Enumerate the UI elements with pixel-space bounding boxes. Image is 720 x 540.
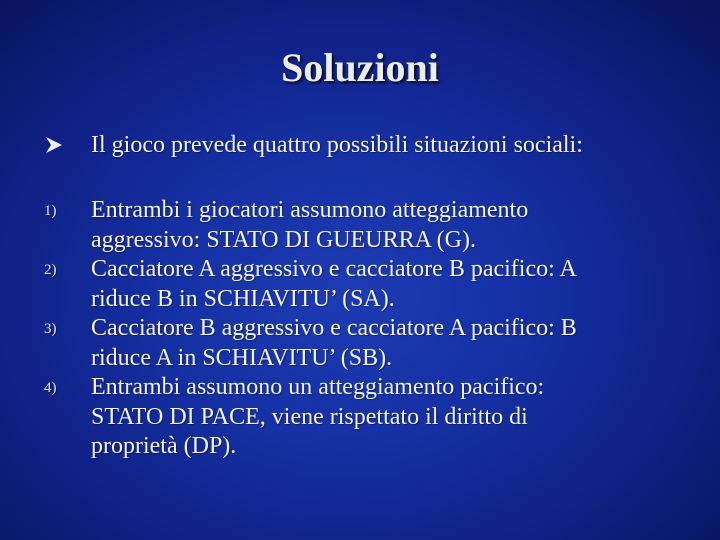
item-number: 4) xyxy=(44,380,57,396)
list-item xyxy=(44,373,684,462)
item-line: riduce A in SCHIAVITU’ (SB). xyxy=(91,344,393,371)
item-line: Entrambi i giocatori assumono atteggiamento xyxy=(91,197,529,223)
item-number: 3) xyxy=(44,321,57,337)
item-number: 1) xyxy=(44,203,57,219)
item-line: Entrambi assumono un atteggiamento pacifico: xyxy=(91,374,545,400)
item-line: STATO DI PACE, viene rispettato il diritto di xyxy=(91,403,528,430)
item-line: riduce B in SCHIAVITU’ (SA). xyxy=(91,285,395,312)
item-line: proprietà (DP). xyxy=(91,433,237,459)
situations-list xyxy=(44,196,684,462)
list-item xyxy=(44,196,684,255)
slide-title: Soluzioni xyxy=(281,45,439,90)
item-number: 2) xyxy=(44,262,57,278)
item-line: aggressivo: STATO DI GUEURRA (G). xyxy=(91,226,476,253)
intro-bullet xyxy=(44,128,684,162)
arrow-bullet-icon xyxy=(44,136,64,154)
item-line: Cacciatore A aggressivo e cacciatore B pacifico: A xyxy=(91,256,577,282)
item-line: Cacciatore B aggressivo e cacciatore A pacifico: B xyxy=(91,315,577,341)
list-item xyxy=(44,255,684,314)
intro-bullet-text: Il gioco prevede quattro possibili situazioni sociali: xyxy=(91,132,583,158)
list-item xyxy=(44,314,684,373)
